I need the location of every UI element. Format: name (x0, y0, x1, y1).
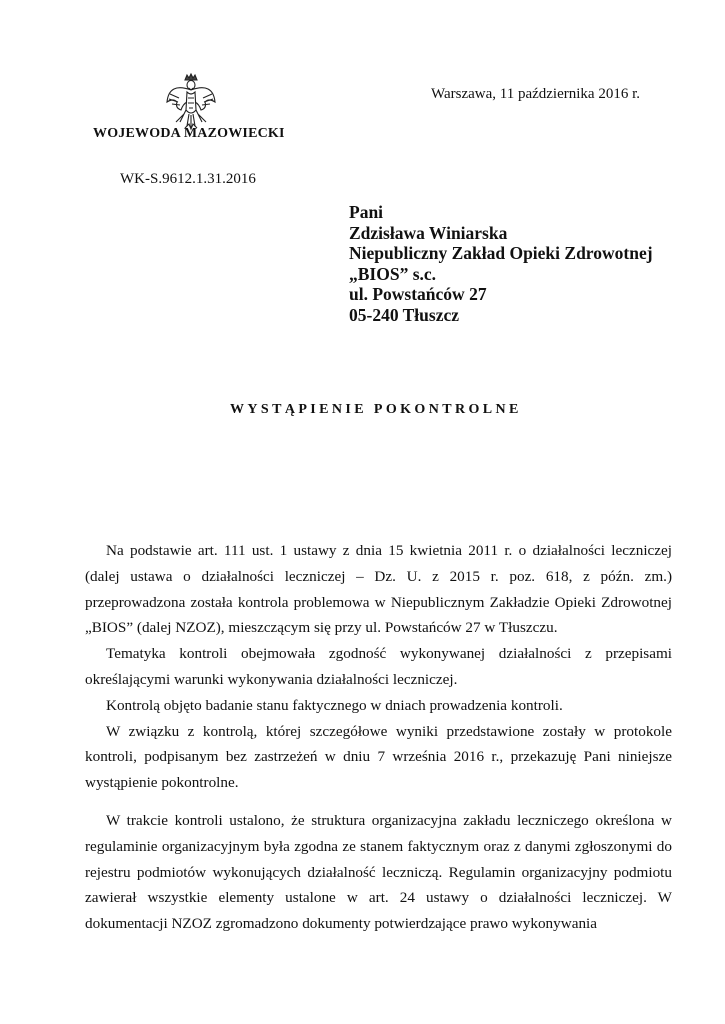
addressee-line: Niepubliczny Zakład Opieki Zdrowotnej (349, 243, 653, 263)
addressee-block (349, 202, 653, 325)
addressee-line: 05-240 Tłuszcz (349, 304, 460, 325)
body-paragraph: Na podstawie art. 111 ust. 1 ustawy z dnia 15 kwietnia 2011 r. o działalności leczniczej (dalej ustawa o działalności leczniczej – Dz. U. z 2015 r. poz. 618, z późn. zm.) przeprowadzona została kontrola problemowa w Niepublicznym Zakładzie Opieki Zdrowotnej „BIOS” (dalej NZOZ), mieszczącym się przy ul. Powstańców 27 w Tłuszczu. (85, 542, 672, 637)
letter-body (85, 538, 672, 937)
addressee-line: Pani (349, 202, 384, 222)
authority-name: WOJEWODA MAZOWIECKI (93, 126, 285, 141)
place-date: Warszawa, 11 października 2016 r. (431, 86, 640, 102)
body-paragraph: Kontrolą objęto badanie stanu faktycznego w dniach prowadzenia kontroli. (106, 696, 563, 714)
body-paragraph: W związku z kontrolą, której szczegółowe wyniki przedstawione zostały w protokole kontroli, podpisanym bez zastrzeżeń w dniu 7 września 2016 r., przekazuję Pani niniejsze wystąpienie pokontrolne. (85, 722, 672, 792)
body-paragraph: W trakcie kontroli ustalono, że struktura organizacyjna zakładu leczniczego określona w regulaminie organizacyjnym była zgodna ze stanem faktycznym oraz z danymi zgłoszonymi do rejestru podmiotów wykonujących działalność leczniczą. Regulamin organizacyjny podmiotu zawierał wszystkie elementy ustalone w art. 24 ustawy o działalności leczniczej. W dokumentacji NZOZ zgromadzono dokumenty potwierdzające prawo wykonywania (85, 811, 672, 933)
document-title: WYSTĄPIENIE POKONTROLNE (230, 402, 522, 417)
eagle-emblem-icon (165, 72, 217, 132)
addressee-line: „BIOS” s.c. (349, 263, 437, 284)
addressee-line: Zdzisława Winiarska (349, 222, 508, 243)
addressee-line: ul. Powstańców 27 (349, 284, 487, 304)
reference-number: WK-S.9612.1.31.2016 (120, 171, 256, 187)
body-paragraph: Tematyka kontroli obejmowała zgodność wykonywanej działalności z przepisami określającymi warunki wykonywania działalności leczniczej. (85, 645, 672, 688)
